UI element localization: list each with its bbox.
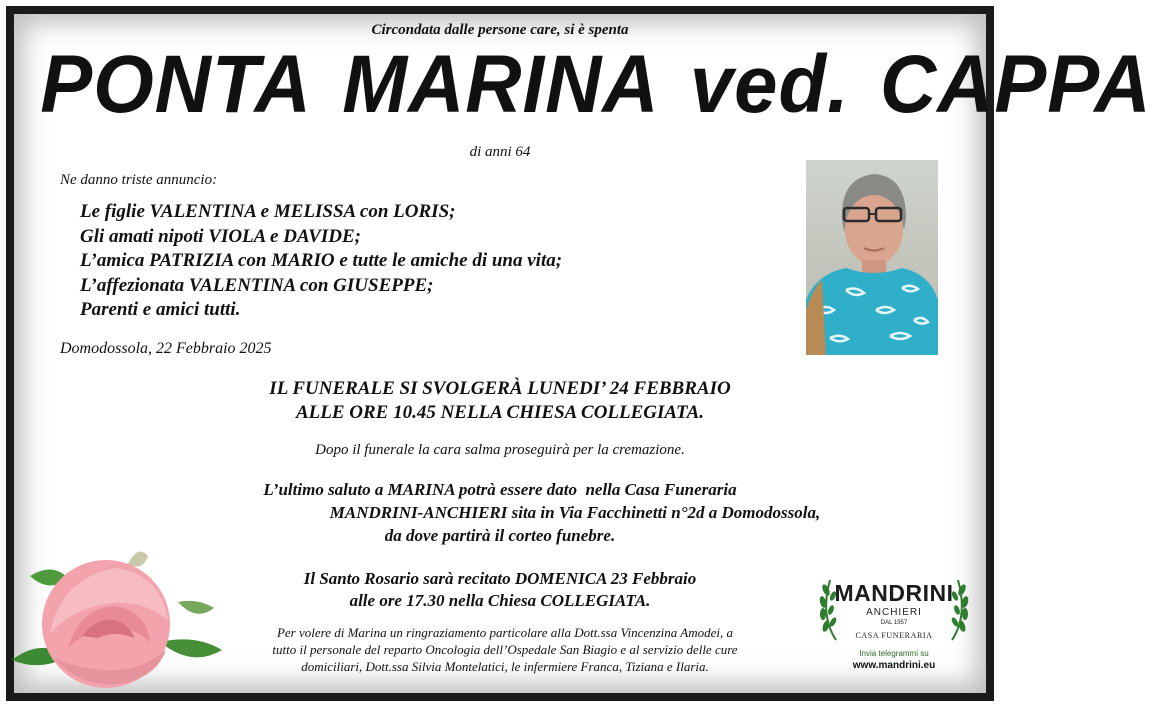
name-word: CAPPA xyxy=(879,39,1152,130)
rosary-line: alle ore 17.30 nella Chiesa COLLEGIATA. xyxy=(349,591,651,610)
family-line: L’affezionata VALENTINA con GIUSEPPE; xyxy=(80,274,434,296)
thanks-note xyxy=(210,624,800,675)
family-line: Le figlie VALENTINA e MELISSA con LORIS; xyxy=(80,201,456,222)
logo-type: CASA FUNERARIA xyxy=(855,631,933,640)
funeral-home-logo xyxy=(814,574,974,674)
place-date: Domodossola, 22 Febbraio 2025 xyxy=(60,340,272,357)
logo-subtitle: ANCHIERI xyxy=(866,607,922,618)
rose-illustration xyxy=(10,538,240,696)
name-word: MARINA xyxy=(342,39,660,130)
greeting-line: L’ultimo saluto a MARINA potrà essere dato nella Casa Funeraria xyxy=(263,480,737,499)
telegram-note: Invia telegrammi su xyxy=(859,649,929,658)
age-line: di anni 64 xyxy=(469,144,531,160)
website-link[interactable]: www.mandrini.eu xyxy=(852,660,936,671)
greeting-line: MANDRINI-ANCHIERI sita in Via Facchinetti n°2d a Domodossola, xyxy=(329,503,821,522)
portrait-photo xyxy=(806,160,938,355)
thanks-line: domiciliari, Dott.ssa Silvia Montelatici, le infermiere Franca, Tiziana e Ilaria. xyxy=(301,659,709,674)
intro-line: Circondata dalle persone care, si è spenta xyxy=(371,22,629,38)
name-word: ved. xyxy=(689,39,850,130)
greeting-line: da dove partirà il corteo funebre. xyxy=(384,526,616,545)
family-list xyxy=(80,200,562,323)
family-line: L’amica PATRIZIA con MARIO e tutte le amiche di una vita; xyxy=(80,250,563,271)
logo-since: DAL 1957 xyxy=(880,620,908,626)
name-word: PONTA xyxy=(40,39,312,130)
funeral-line: ALLE ORE 10.45 NELLA CHIESA COLLEGIATA. xyxy=(295,402,705,423)
deceased-name xyxy=(25,39,1152,130)
family-line: Gli amati nipoti VIOLA e DAVIDE; xyxy=(80,225,361,247)
funeral-line: IL FUNERALE SI SVOLGERÀ LUNEDI’ 24 FEBBRAIO xyxy=(269,378,731,399)
funeral-notice xyxy=(0,377,1000,425)
announcement-intro: Ne danno triste annuncio: xyxy=(60,172,218,188)
logo-name: MANDRINI xyxy=(834,580,954,606)
thanks-line: tutto il personale del reparto Oncologia dell’Ospedale San Biagio e al servizio delle cure xyxy=(272,642,738,657)
rosary-line: Il Santo Rosario sarà recitato DOMENICA 23 Febbraio xyxy=(303,569,697,588)
family-line: Parenti e amici tutti. xyxy=(80,299,241,320)
rose-decoration xyxy=(10,538,240,696)
thanks-line: Per volere di Marina un ringraziamento particolare alla Dott.ssa Vincenzina Amodei, a xyxy=(276,625,734,640)
cremation-note: Dopo il funerale la cara salma proseguirà per la cremazione. xyxy=(315,442,685,458)
portrait-illustration xyxy=(806,160,938,355)
last-greeting xyxy=(0,478,1000,547)
